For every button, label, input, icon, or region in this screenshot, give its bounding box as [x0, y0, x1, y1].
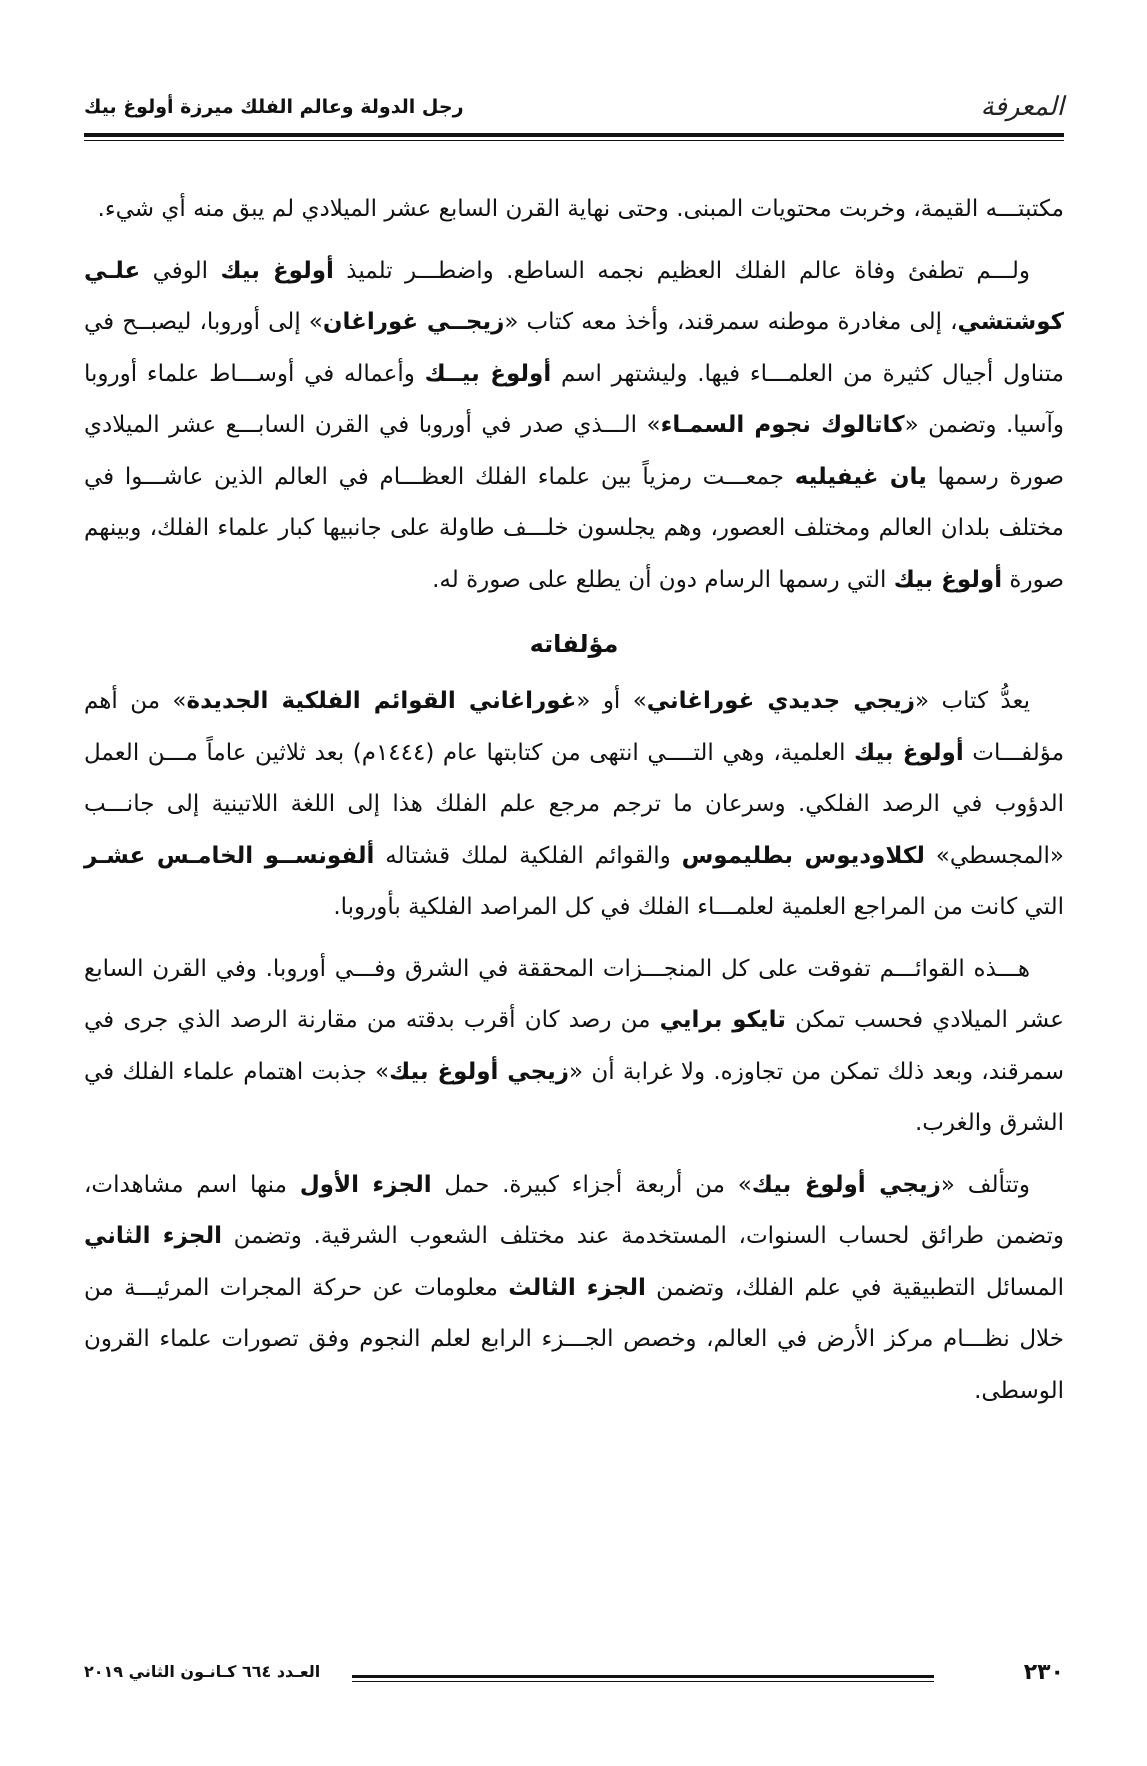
page-header	[84, 88, 1064, 128]
text-run: » من أهم مؤلفـــات	[84, 688, 1065, 766]
header-rule-thin	[84, 140, 1064, 141]
bold-term: كاتالوك نجوم السمـاء	[660, 412, 905, 438]
bold-term: علـي كوشتشي	[84, 257, 1064, 335]
text-run: » أو «	[576, 688, 647, 714]
text-run: وتتألف «	[940, 1171, 1030, 1198]
running-title: رجل الدولة وعالم الفلك ميرزة أولوغ بيك	[84, 96, 464, 118]
bold-term: أولوغ بيك	[893, 566, 1003, 593]
text-run: من رصد كان أقرب بدقته من مقارنة الرصد الذي جرى في سمرقند، وبعد ذلك تمكن من تجاوزه. ولا غرابة أن «	[84, 1007, 1064, 1085]
text-run: التي كانت من المراجع العلمية لعلمـــاء الفلك في كل المراصد الفلكية بأوروبا.	[333, 894, 1064, 920]
bold-term: لكلاوديوس بطليموس	[681, 842, 925, 869]
text-run: معلومات عن حركة المجرات المرئيـــة من خلال نظـــام مركز الأرض في العالم، وخصص الجـــزء الرابع لعلم النجوم وفق تصورات علماء القرون الوسطى.	[84, 1274, 1064, 1404]
bold-term: يان غيفيليه	[794, 463, 927, 490]
bold-term: الجزء الأول	[299, 1171, 432, 1198]
text-run: » الـــذي صدر في أوروبا في القرن السابـــع عشر الميلادي صورة رسمها	[84, 412, 1064, 490]
bold-term: زيجي أولوغ بيك	[751, 1171, 941, 1198]
bold-term: أولوغ بيــك	[424, 360, 552, 387]
bold-term: الجزء الثاني	[84, 1223, 222, 1249]
footer-rule-thin	[352, 1681, 934, 1682]
bold-term: تايكو برايي	[659, 1007, 786, 1033]
text-run: والقوائم الفلكية لملك قشتاله	[374, 842, 682, 869]
text-run: جمعـــت رمزياً بين علماء الفلك العظـــام في العالم الذين عاشـــوا في مختلف بلدان العالم ومختلف العصور، وهم يجلسون خلـــف طاولة على جانبيها كبار علماء الفلك، وبينهم صورة	[84, 463, 1064, 593]
header-rule-thick	[84, 133, 1064, 137]
text-run: يعدُّ كتاب «	[915, 688, 1030, 714]
bold-term: زيجي أولوغ بيك	[389, 1058, 570, 1085]
footer-rule-thick	[352, 1675, 934, 1678]
bold-term: ألفونســو الخامـس عشـر	[84, 842, 375, 869]
paragraph-group-intro	[84, 184, 1064, 606]
text-run: هـــذه القوائـــم تفوقت على كل المنجـــزات المحققة في الشرق وفـــي أوروبا. وفي القرن السابع عشر الميلادي فحسب تمكن	[84, 955, 1064, 1033]
text-run: » جذبت اهتمام علماء الفلك في الشرق والغرب.	[84, 1058, 1064, 1136]
bold-term: زيجــي غوراغان	[322, 309, 505, 335]
text-run: التي رسمها الرسام دون أن يطلع على صورة له.	[432, 566, 894, 593]
bold-term: أولوغ بيك	[220, 257, 334, 284]
paragraph	[84, 246, 1064, 607]
text-run: المسائل التطبيقية في علم الفلك، وتضمن	[645, 1274, 1064, 1301]
text-run: ، إلى مغادرة موطنه سمرقند، وأخذ معه كتاب «	[504, 309, 958, 335]
text-run: » من أربعة أجزاء كبيرة. حمل	[431, 1171, 752, 1198]
page-number: ٢٣٠	[1023, 1660, 1064, 1685]
bold-term: غوراغاني القوائم الفلكية الجديدة	[186, 688, 577, 714]
bold-term: الجزء الثالث	[508, 1274, 646, 1301]
text-run: » إلى أوروبا، ليصبــح في متناول أجيال كثيرة من العلمـــاء فيها. وليشتهر اسم	[84, 309, 1064, 387]
text-run: الوفي	[140, 257, 221, 284]
section-heading: مؤلفاته	[529, 630, 619, 658]
paragraph	[84, 1160, 1064, 1418]
bold-term: أولوغ بيك	[854, 739, 964, 766]
page-footer	[84, 1660, 1064, 1700]
text-run: ولـــم تطفئ وفاة عالم الفلك العظيم نجمه الساطع. واضطـــر تلميذ	[333, 257, 1030, 284]
paragraph	[84, 184, 1064, 236]
paragraph	[84, 676, 1064, 934]
bold-term: زيجي جديدي غوراغاني	[646, 688, 916, 714]
paragraph	[84, 944, 1064, 1150]
text-run: وأعماله في أوســـاط علماء أوروبا وآسيا. وتضمن «	[84, 360, 1064, 438]
article-body	[84, 184, 1064, 1427]
issue-info: العـدد ٦٦٤ كـانـون الثاني ٢٠١٩	[84, 1662, 321, 1681]
text-run: منها اسم مشاهدات، وتضمن طرائق لحساب السنوات، المستخدمة عند مختلف الشعوب الشرقية. وتضمن	[84, 1171, 1064, 1249]
paragraph-group-works	[84, 676, 1064, 1417]
magazine-logo: المعرفة	[980, 92, 1064, 122]
text-run: مكتبتـــه القيمة، وخربت محتويات المبنى. وحتى نهاية القرن السابع عشر الميلادي لم يبق منه أي شيء.	[97, 196, 1064, 222]
text-run: العلمية، وهي التــــي انتهى من كتابتها عام (١٤٤٤م) بعد ثلاثين عاماً مـــن العمل الدؤوب في الرصد الفلكي. وسرعان ما ترجم مرجع علم الفلك هذا إلى اللغة اللاتينية إلى جانـــب «المجسطي»	[84, 739, 1064, 869]
